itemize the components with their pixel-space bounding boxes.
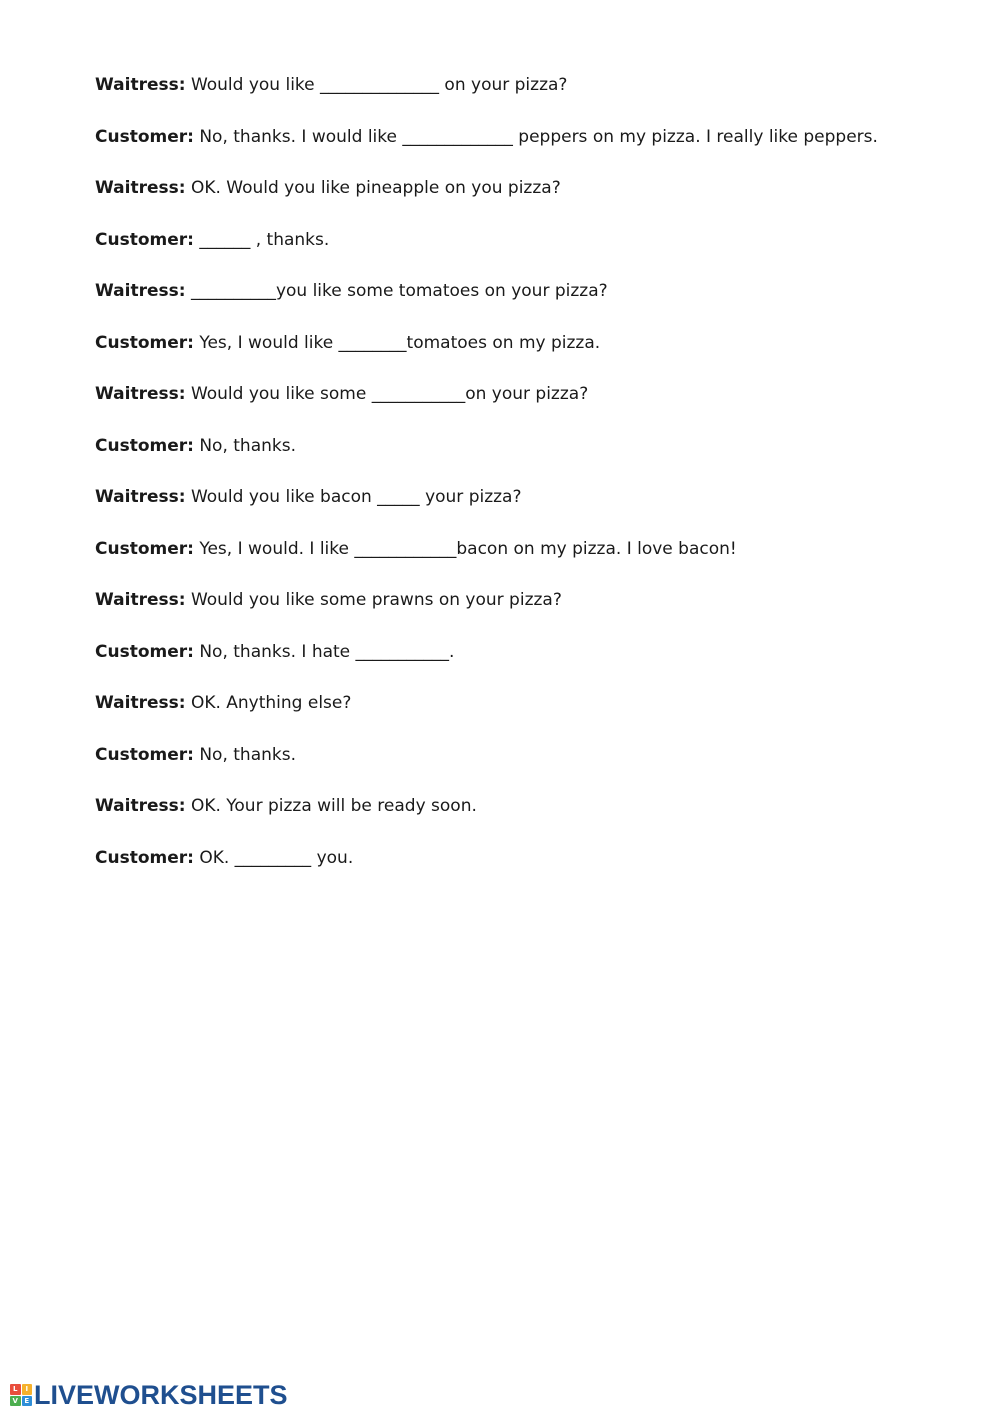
speaker-label: Customer: xyxy=(95,332,194,353)
dialogue-text: Yes, I would like ________tomatoes on my pizza. xyxy=(199,332,601,353)
logo-tile: E xyxy=(22,1396,33,1407)
dialogue-line xyxy=(95,482,955,534)
speaker-label: Customer: xyxy=(95,126,194,147)
dialogue-text: No, thanks. xyxy=(199,744,297,765)
speaker-label: Customer: xyxy=(95,641,194,662)
speaker-label: Waitress: xyxy=(95,75,186,95)
worksheet-dialogue xyxy=(95,70,955,894)
speaker-label: Customer: xyxy=(95,847,194,868)
brand-name: LIVEWORKSHEETS xyxy=(34,1380,288,1410)
dialogue-text: OK. Anything else? xyxy=(190,693,352,713)
dialogue-line xyxy=(95,379,955,431)
dialogue-line xyxy=(95,843,955,895)
dialogue-text: No, thanks. I hate ___________. xyxy=(199,641,455,662)
dialogue-line xyxy=(95,740,955,792)
dialogue-line xyxy=(95,688,955,740)
logo-tile: I xyxy=(22,1384,33,1395)
speaker-label: Waitress: xyxy=(95,693,186,713)
dialogue-text: Would you like some prawns on your pizza? xyxy=(190,590,562,610)
dialogue-line xyxy=(95,328,955,380)
logo-tile: V xyxy=(10,1396,21,1407)
logo-tile: L xyxy=(10,1384,21,1395)
liveworksheets-footer[interactable] xyxy=(10,1378,288,1412)
liveworksheets-logo-icon xyxy=(10,1384,32,1406)
speaker-label: Customer: xyxy=(95,538,194,559)
dialogue-text: __________you like some tomatoes on your pizza? xyxy=(190,281,608,301)
speaker-label: Waitress: xyxy=(95,796,186,816)
speaker-label: Customer: xyxy=(95,229,194,250)
dialogue-text: Would you like some ___________on your pizza? xyxy=(190,384,589,404)
dialogue-line xyxy=(95,276,955,328)
speaker-label: Customer: xyxy=(95,744,194,765)
dialogue-text: No, thanks. I would like _____________ peppers on my pizza. I really like peppers. xyxy=(199,126,878,147)
dialogue-line xyxy=(95,173,955,225)
dialogue-text: OK. Your pizza will be ready soon. xyxy=(190,796,477,816)
speaker-label: Waitress: xyxy=(95,487,186,507)
speaker-label: Waitress: xyxy=(95,590,186,610)
dialogue-text: No, thanks. xyxy=(199,435,297,456)
dialogue-text: OK. _________ you. xyxy=(199,847,354,868)
dialogue-line xyxy=(95,225,955,277)
speaker-label: Waitress: xyxy=(95,281,186,301)
dialogue-line xyxy=(95,534,955,586)
speaker-label: Waitress: xyxy=(95,384,186,404)
speaker-label: Waitress: xyxy=(95,178,186,198)
dialogue-text: ______ , thanks. xyxy=(199,229,330,250)
dialogue-line xyxy=(95,791,955,843)
dialogue-text: Would you like ______________ on your pizza? xyxy=(190,75,568,95)
dialogue-line xyxy=(95,637,955,689)
dialogue-line xyxy=(95,70,955,122)
dialogue-text: Would you like bacon _____ your pizza? xyxy=(190,487,522,507)
dialogue-line xyxy=(95,431,955,483)
speaker-label: Customer: xyxy=(95,435,194,456)
dialogue-line xyxy=(95,122,955,174)
dialogue-text: Yes, I would. I like ____________bacon on my pizza. I love bacon! xyxy=(199,538,737,559)
dialogue-line xyxy=(95,585,955,637)
dialogue-text: OK. Would you like pineapple on you pizza? xyxy=(190,178,561,198)
